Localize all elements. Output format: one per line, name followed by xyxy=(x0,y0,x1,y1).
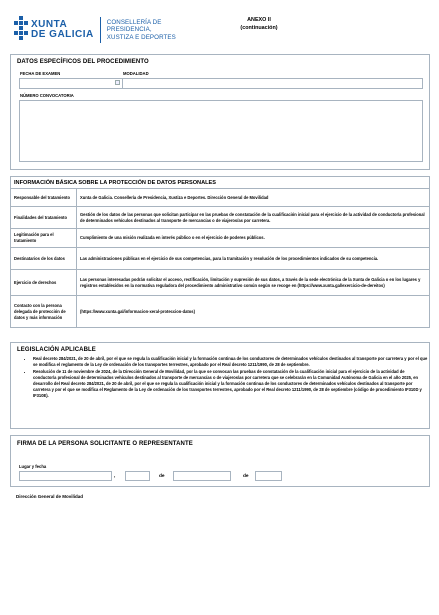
exam-date-label: FECHA DE EXAMEN xyxy=(20,71,61,76)
data-protection-title: INFORMACIÓN BÁSICA SOBRE LA PROTECCIÓN DE DATOS PERSONALES xyxy=(11,177,430,189)
annex-subtitle: (continuación) xyxy=(240,25,278,31)
row-value: Xunta de Galicia. Consellería de Presidencia, Xustiza e Deportes. Dirección General de Movilidad xyxy=(77,189,430,207)
row-key: Responsable del tratamiento xyxy=(11,189,77,207)
row-key: Destinatarios de los datos xyxy=(11,248,77,270)
row-value: (https://www.xunta.gal/informacion-xeral-proteccion-datos) xyxy=(77,296,430,328)
table-row xyxy=(11,248,430,270)
row-key: Ejercicio de derechos xyxy=(11,270,77,296)
table-row xyxy=(11,270,430,296)
legislation-section xyxy=(10,342,430,429)
row-value: Gestión de los datos de las personas que solicitan participar en las pruebas de constatación de la cualificación inicial para el ejercicio de la actividad de conductor/a profesional de determinados vehículos destinados al transporte de mercancías o de viajeros/as por carretera. xyxy=(77,207,430,229)
de-separator-1: de xyxy=(159,474,165,479)
logo-line-2: DE GALICIA xyxy=(31,29,94,40)
row-value: Las administraciones públicas en el ejercicio de sus competencias, para la tramitación y resolución de los procedimientos indicados de su competencia. xyxy=(77,248,430,270)
annex-title: ANEXO II xyxy=(247,17,271,23)
xunta-logo xyxy=(14,16,176,44)
place-field[interactable] xyxy=(19,471,112,481)
call-number-label: NÚMERO CONVOCATORIA xyxy=(20,93,74,98)
row-value: Cumplimiento de una misión realizada en interés público o en el ejercicio de poderes públicos. xyxy=(77,229,430,248)
dept-line-2: PRESIDENCIA, xyxy=(106,26,152,34)
data-protection-table xyxy=(10,176,430,328)
call-number-field[interactable] xyxy=(19,100,423,162)
table-row xyxy=(11,229,430,248)
procedure-section-title: DATOS ESPECÍFICOS DEL PROCEDIMIENTO xyxy=(17,59,149,65)
modality-field[interactable] xyxy=(122,78,423,89)
day-field[interactable] xyxy=(125,471,150,481)
row-key: Legitimación para el tratamiento xyxy=(11,229,77,248)
place-date-label: Lugar y fecha xyxy=(19,464,47,469)
table-row xyxy=(11,296,430,328)
table-row xyxy=(11,207,430,229)
row-value: Las personas interesadas podrán solicitar el acceso, rectificación, limitación y supresión de sus datos, a través de la sede electrónica de la Xunta de Galicia o en los lugares y registros establecidos en la normativa reguladora del procedimiento administrativo común según se recoge en (https://www.xunta.gal/exercicio-de-dereitos) xyxy=(77,270,430,296)
logo-wordmark xyxy=(31,20,94,40)
department-name xyxy=(107,19,176,41)
modality-label: MODALIDAD xyxy=(123,71,149,76)
month-field[interactable] xyxy=(173,471,231,481)
table-row xyxy=(11,189,430,207)
procedure-section xyxy=(10,54,430,170)
row-key: Finalidades del tratamiento xyxy=(11,207,77,229)
list-item: • Real decreto 284/2021, de 20 de abril, por el que se regula la cualificación inicial y la formación continua de los conductores de determinados vehículos destinados al transporte por carretera y por el que se modifica el reglamento de la Ley de ordenación de los transportes terrestres, aprobado por el Real decreto 1211/1990, de 28 de septiembre. xyxy=(33,356,429,368)
xunta-cross-icon xyxy=(14,16,28,44)
list-item: • Resolución de 11 de noviembre de 2024, de la Dirección General de Movilidad, por la que se convocan las pruebas de constatación de la cualificación inicial para el ejercicio de la actividad de conductor/a profesional de determinados vehículos destinados al transporte de mercancías o de viajeros/as por carretera que se celebrarán en la Comunidad Autónoma de Galicia en el año 2025, en desarrollo del Real decreto 284/2021, de 20 de abril, por el que se regula la cualificación inicial y la formación continua de los conductores de determinados vehículos destinados al transporte por carretera y por el que se modifica el Reglamento de la Ley de ordenación de los transportes terrestres, aprobado por el Real decreto 1211/1990, de 28 de septiembre (código de procedimiento IF310D y IF310E). xyxy=(33,369,429,399)
de-separator-2: de xyxy=(243,474,249,479)
footer-text: Dirección General de Movilidad xyxy=(16,494,84,499)
logo-line-1: XUNTA xyxy=(31,19,68,30)
dept-line-1: CONSELLERÍA DE xyxy=(106,18,162,26)
legislation-title: LEGISLACIÓN APLICABLE xyxy=(17,347,96,353)
legislation-list xyxy=(33,356,429,399)
row-key: Contacto con la persona delegada de protección de datos y más información xyxy=(11,296,77,328)
comma-separator: , xyxy=(114,474,116,479)
exam-date-field[interactable] xyxy=(19,78,123,89)
year-field[interactable] xyxy=(255,471,282,481)
annex-heading xyxy=(219,16,299,32)
signature-section xyxy=(10,435,430,487)
dept-line-3: XUSTIZA E DEPORTES xyxy=(106,33,176,41)
signature-title: FIRMA DE LA PERSONA SOLICITANTE O REPRESENTANTE xyxy=(17,441,193,447)
logo-divider xyxy=(100,17,101,43)
calendar-icon[interactable] xyxy=(115,80,120,85)
page-header xyxy=(14,16,429,50)
